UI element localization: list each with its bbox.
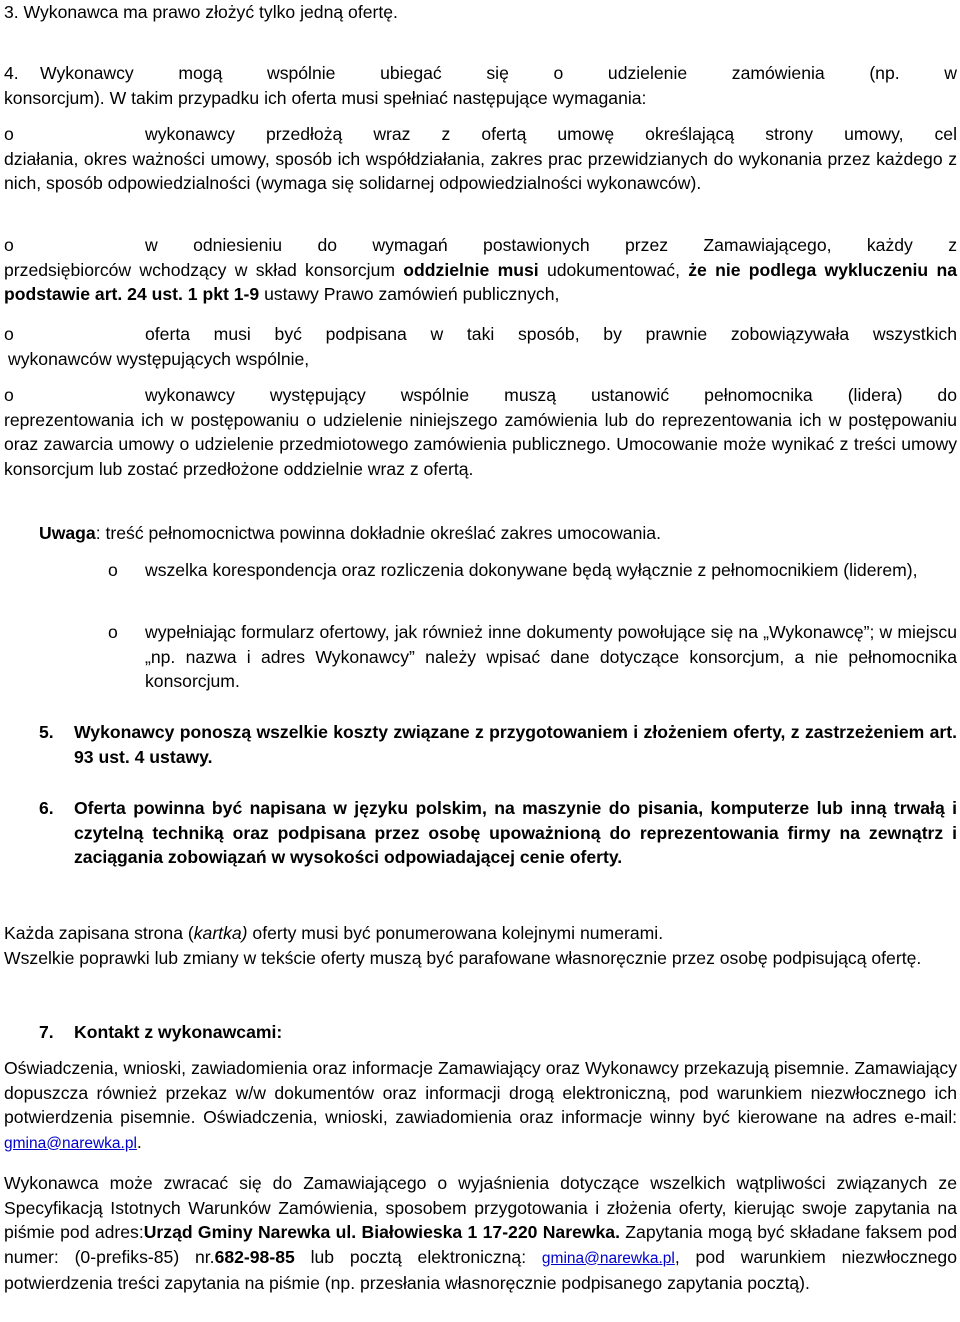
bullet-marker: o (4, 235, 14, 255)
bullet-3-line1: oferta musi być podpisana w taki sposób, by prawnie zobowiązywała wszystkich (145, 324, 957, 344)
statements-text: Oświadczenia, wnioski, zawiadomienia oraz informacje Zamawiający oraz Wykonawcy przekazują pisemnie. Zamawiający dopuszcza również przekaz w/w dokumentów oraz informacji drogą elektroniczną, pod warunkiem niezwłocznego ich potwierdzenia pisemnie. Oświadczenia, wnioski, zawiadomienia oraz informacje winny być kierowane na adres e-mail: (4, 1058, 957, 1127)
sub-bullet-2 (4, 620, 957, 694)
bullet-1 (4, 122, 957, 196)
section-5-number: 5. (39, 722, 54, 742)
bullet-2-bold-b: że nie podlega wykluczeniu na podstawie art. 24 ust. 1 pkt 1-9 (4, 259, 957, 304)
bullet-2-bold-a: oddzielnie musi (403, 259, 539, 280)
section-3-text: 3. Wykonawca ma prawo złożyć tylko jedną ofertę. (4, 2, 398, 22)
numbering-text-b: oferty musi być ponumerowana kolejnymi numerami. (247, 923, 664, 943)
numbering-text-a: Każda zapisana strona ( (4, 923, 194, 943)
sub-bullet-marker: o (108, 622, 118, 642)
section-4 (4, 61, 957, 110)
office-address: Urząd Gminy Narewka ul. Białowieska 1 17-220 Narewka. (143, 1222, 620, 1242)
section-4-number: 4. (4, 63, 19, 83)
uwaga-note (4, 521, 957, 546)
sub-bullet-marker: o (108, 560, 118, 580)
contractor-text-a: Wykonawca może zwracać się do Zamawiającego o wyjaśnienia dotyczące wszelkich wątpliwości związanych ze Specyfikacją Istotnych Warunków Zamówienia, sposobem przygotowania i złożenia oferty, kierując swoje zapytania na piśmie pod adres: (4, 1173, 957, 1242)
fax-number: 682-98-85 (214, 1246, 295, 1267)
bullet-4-line1: wykonawcy występujący wspólnie muszą ustanowić pełnomocnika (lidera) do (145, 385, 957, 405)
section-5 (4, 720, 957, 769)
bullet-marker: o (4, 324, 14, 344)
section-6-text: Oferta powinna być napisana w języku polskim, na maszynie do pisania, komputerze lub inną trwałą i czytelną techniką oraz podpisana przez osobę upoważnioną do reprezentowania firmy na zewnątrz i zaciągania zobowiązań w wysokości odpowiadającej cenie oferty. (74, 798, 957, 867)
contractor-paragraph (4, 1171, 957, 1296)
section-7 (4, 1020, 957, 1045)
uwaga-text: : treść pełnomocnictwa powinna dokładnie określać zakres umocowania. (95, 523, 661, 543)
email-link[interactable]: gmina@narewka.pl (4, 1134, 137, 1152)
section-4-line2: konsorcjum). W takim przypadku ich oferta musi spełniać następujące wymagania: (4, 87, 647, 108)
bullet-marker: o (4, 385, 14, 405)
bullet-2-text-a: przedsiębiorców wchodzący w skład konsorcjum (4, 259, 404, 280)
statements-end: . (136, 1131, 142, 1152)
section-3 (4, 0, 957, 25)
corrections-text: Wszelkie poprawki lub zmiany w tekście oferty muszą być parafowane własnoręcznie przez osobę podpisującą ofertę. (4, 948, 922, 968)
bullet-4 (4, 383, 957, 481)
bullet-2-text-b: udokumentować, (538, 259, 689, 280)
sub-bullet-1-text: wszelka korespondencja oraz rozliczenia dokonywane będą wyłącznie z pełnomocnikiem (liderem), (145, 560, 918, 580)
sub-bullet-1 (4, 558, 957, 583)
section-6 (4, 796, 957, 870)
email-link[interactable]: gmina@narewka.pl (541, 1249, 675, 1267)
section-5-text: Wykonawcy ponoszą wszelkie koszty związane z przygotowaniem i złożeniem oferty, z zastrzeżeniem art. 93 ust. 4 ustawy. (74, 722, 957, 767)
bullet-4-rest: reprezentowania ich w postępowaniu o udzielenie niniejszego zamówienia lub do reprezentowania ich w postępowaniu oraz zawarcia umowy o udzielenie przedmiotowego zamówienia publicznego. Umocowanie może wynikać z treści umowy konsorcjum lub zostać przedłożone oddzielnie wraz z ofertą. (4, 409, 957, 479)
uwaga-label: Uwaga (39, 523, 96, 543)
bullet-1-rest: działania, okres ważności umowy, sposób ich współdziałania, zakres prac przewidzianych do wykonania przez każdego z nich, sposób odpowiedzialności (wymaga się solidarnej odpowiedzialności wykonawców). (4, 148, 957, 193)
bullet-3-line2: wykonawców występujących wspólnie, (8, 348, 310, 369)
section-4-line1: Wykonawcy mogą wspólnie ubiegać się o udzielenie zamówienia (np. w (40, 63, 957, 83)
statements-paragraph (4, 1056, 957, 1156)
numbering-italic: kartka) (193, 923, 248, 943)
section-7-title: Kontakt z wykonawcami: (74, 1022, 283, 1042)
bullet-2-text-c: ustawy Prawo zamówień publicznych, (259, 284, 560, 304)
corrections-note (4, 946, 957, 971)
bullet-marker: o (4, 124, 14, 144)
bullet-2 (4, 233, 957, 307)
numbering-note (4, 921, 957, 946)
contractor-text-f: , pod warunkiem niezwłocznego potwierdzenia treści zapytania na piśmie (np. przesłania własnoręcznie podpisanego zapytania pocztą). (4, 1246, 958, 1293)
bullet-2-line1: w odniesieniu do wymagań postawionych przez Zamawiającego, każdy z (145, 235, 957, 255)
section-6-number: 6. (39, 798, 54, 818)
contractor-text-c: Zapytania mogą być składane faksem pod numer: (0-prefiks-85) nr. (4, 1222, 957, 1267)
bullet-2-rest (4, 258, 957, 307)
sub-bullet-2-text: wypełniając formularz ofertowy, jak również inne dokumenty powołujące się na „Wykonawcę”; w miejscu „np. nazwa i adres Wykonawcy” należy wpisać dane dotyczące konsorcjum, a nie pełnomocnika konsorcjum. (145, 622, 957, 691)
bullet-1-line1: wykonawcy przedłożą wraz z ofertą umowę określającą strony umowy, cel (145, 124, 957, 144)
section-7-number: 7. (39, 1022, 54, 1042)
contractor-text-e: lub pocztą elektroniczną: (294, 1246, 542, 1267)
bullet-3 (4, 322, 957, 371)
